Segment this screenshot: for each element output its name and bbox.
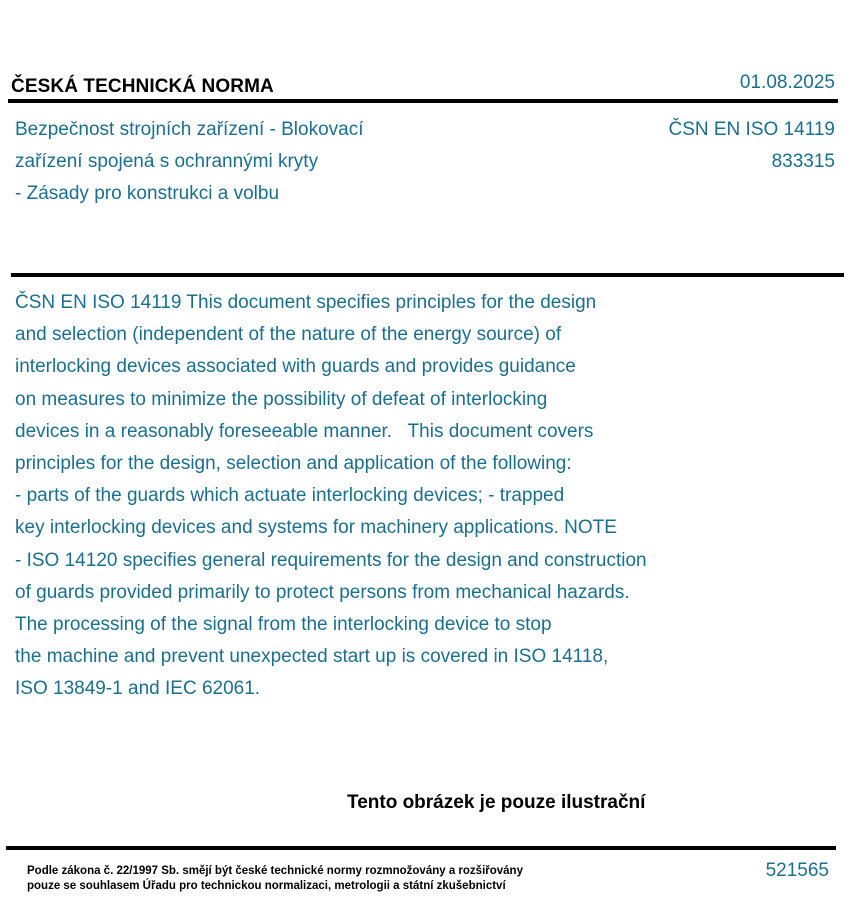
abstract <box>15 287 775 706</box>
legal-notice <box>27 864 523 894</box>
standard-code: ČSN EN ISO 14119 <box>668 119 835 140</box>
standard-identifiers <box>668 114 835 178</box>
title-line-3: - Zásady pro konstrukci a volbu <box>15 183 280 204</box>
abstract-line: the machine and prevent unexpected start up is covered in ISO 14118, <box>15 646 609 668</box>
abstract-line: of guards provided primarily to protect persons from mechanical hazards. <box>15 581 630 603</box>
footer-rule <box>6 846 836 850</box>
abstract-line: - parts of the guards which actuate interlocking devices; - trapped <box>15 485 565 507</box>
abstract-line: on measures to minimize the possibility of defeat of interlocking <box>15 388 548 410</box>
norm-label: ČESKÁ TECHNICKÁ NORMA <box>11 76 274 97</box>
legal-line-2: pouze se souhlasem Úřadu pro technickou normalizaci, metrologii a státní zkušebnictví <box>27 880 506 892</box>
abstract-line: ISO 13849-1 and IEC 62061. <box>15 678 261 700</box>
illustration-note: Tento obrázek je pouze ilustrační <box>347 792 646 813</box>
abstract-line: interlocking devices associated with guards and provides guidance <box>15 356 576 378</box>
abstract-line: - ISO 14120 specifies general requirements for the design and construction <box>15 549 647 571</box>
standard-title <box>15 114 364 210</box>
title-rule <box>11 273 844 277</box>
abstract-line: key interlocking devices and systems for machinery applications. NOTE <box>15 517 617 539</box>
header-rule <box>8 99 838 103</box>
abstract-line: and selection (independent of the nature of the energy source) of <box>15 324 562 346</box>
abstract-line: principles for the design, selection and application of the following: <box>15 453 572 475</box>
abstract-line: The processing of the signal from the interlocking device to stop <box>15 614 552 636</box>
catalog-number: 833315 <box>771 151 835 172</box>
legal-line-1: Podle zákona č. 22/1997 Sb. smějí být české technické normy rozmnožovány a rozšiřovány <box>27 865 523 877</box>
abstract-line: ČSN EN ISO 14119 This document specifies principles for the design <box>15 292 597 313</box>
title-line-1: Bezpečnost strojních zařízení - Blokovací <box>15 119 364 140</box>
title-line-2: zařízení spojená s ochrannými kryty <box>15 151 319 172</box>
abstract-line: devices in a reasonably foreseeable manner. This document covers <box>15 420 594 442</box>
document-number: 521565 <box>765 860 829 881</box>
publication-date: 01.08.2025 <box>739 72 835 93</box>
